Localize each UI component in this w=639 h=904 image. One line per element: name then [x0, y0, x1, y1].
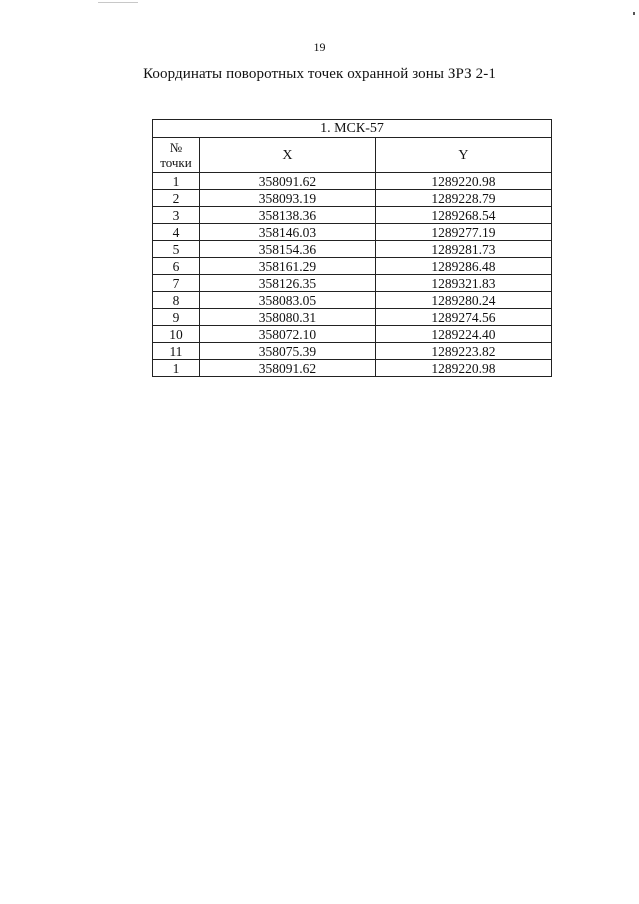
table-row [153, 343, 552, 360]
table-row [153, 309, 552, 326]
coordinate-system-header: 1. МСК-57 [153, 120, 552, 138]
point-number-header-label: № точки [160, 140, 192, 170]
x-coordinate-cell: 358091.62 [199, 360, 375, 377]
x-coordinate-cell: 358138.36 [199, 207, 375, 224]
x-coordinate-cell: 358161.29 [199, 258, 375, 275]
point-number-cell: 1 [153, 360, 200, 377]
y-coordinate-cell: 1289286.48 [375, 258, 551, 275]
x-coordinate-cell: 358154.36 [199, 241, 375, 258]
point-number-cell: 3 [153, 207, 200, 224]
table-row [153, 326, 552, 343]
point-number-cell: 1 [153, 173, 200, 190]
document-title: Координаты поворотных точек охранной зоны ЗРЗ 2-1 [143, 66, 496, 82]
table-row [153, 275, 552, 292]
y-coordinate-cell: 1289228.79 [375, 190, 551, 207]
y-column-header: Y [375, 138, 551, 173]
x-coordinate-cell: 358091.62 [199, 173, 375, 190]
point-number-header [153, 138, 200, 173]
x-coordinate-cell: 358083.05 [199, 292, 375, 309]
y-coordinate-cell: 1289220.98 [375, 173, 551, 190]
x-coordinate-cell: 358072.10 [199, 326, 375, 343]
table-row [153, 190, 552, 207]
coordinate-system-row [153, 120, 552, 138]
point-number-cell: 5 [153, 241, 200, 258]
point-number-cell: 8 [153, 292, 200, 309]
y-coordinate-cell: 1289321.83 [375, 275, 551, 292]
x-coordinate-cell: 358126.35 [199, 275, 375, 292]
column-header-row [153, 138, 552, 173]
table-row [153, 292, 552, 309]
y-coordinate-cell: 1289220.98 [375, 360, 551, 377]
x-coordinate-cell: 358093.19 [199, 190, 375, 207]
point-number-cell: 6 [153, 258, 200, 275]
x-coordinate-cell: 358075.39 [199, 343, 375, 360]
y-coordinate-cell: 1289224.40 [375, 326, 551, 343]
x-coordinate-cell: 358146.03 [199, 224, 375, 241]
x-coordinate-cell: 358080.31 [199, 309, 375, 326]
table-row [153, 360, 552, 377]
y-coordinate-cell: 1289277.19 [375, 224, 551, 241]
coordinates-table [152, 119, 552, 377]
point-number-cell: 2 [153, 190, 200, 207]
table-row [153, 224, 552, 241]
point-number-cell: 7 [153, 275, 200, 292]
y-coordinate-cell: 1289274.56 [375, 309, 551, 326]
scan-mark-top [98, 2, 138, 3]
point-number-cell: 11 [153, 343, 200, 360]
point-number-cell: 9 [153, 309, 200, 326]
y-coordinate-cell: 1289281.73 [375, 241, 551, 258]
scan-mark-right [633, 12, 635, 15]
point-number-cell: 10 [153, 326, 200, 343]
table-row [153, 258, 552, 275]
y-coordinate-cell: 1289280.24 [375, 292, 551, 309]
table-row [153, 241, 552, 258]
page-number: 19 [313, 40, 326, 54]
y-coordinate-cell: 1289268.54 [375, 207, 551, 224]
x-column-header: X [199, 138, 375, 173]
table-row [153, 173, 552, 190]
y-coordinate-cell: 1289223.82 [375, 343, 551, 360]
table-row [153, 207, 552, 224]
coordinates-table-body [153, 173, 552, 377]
point-number-cell: 4 [153, 224, 200, 241]
